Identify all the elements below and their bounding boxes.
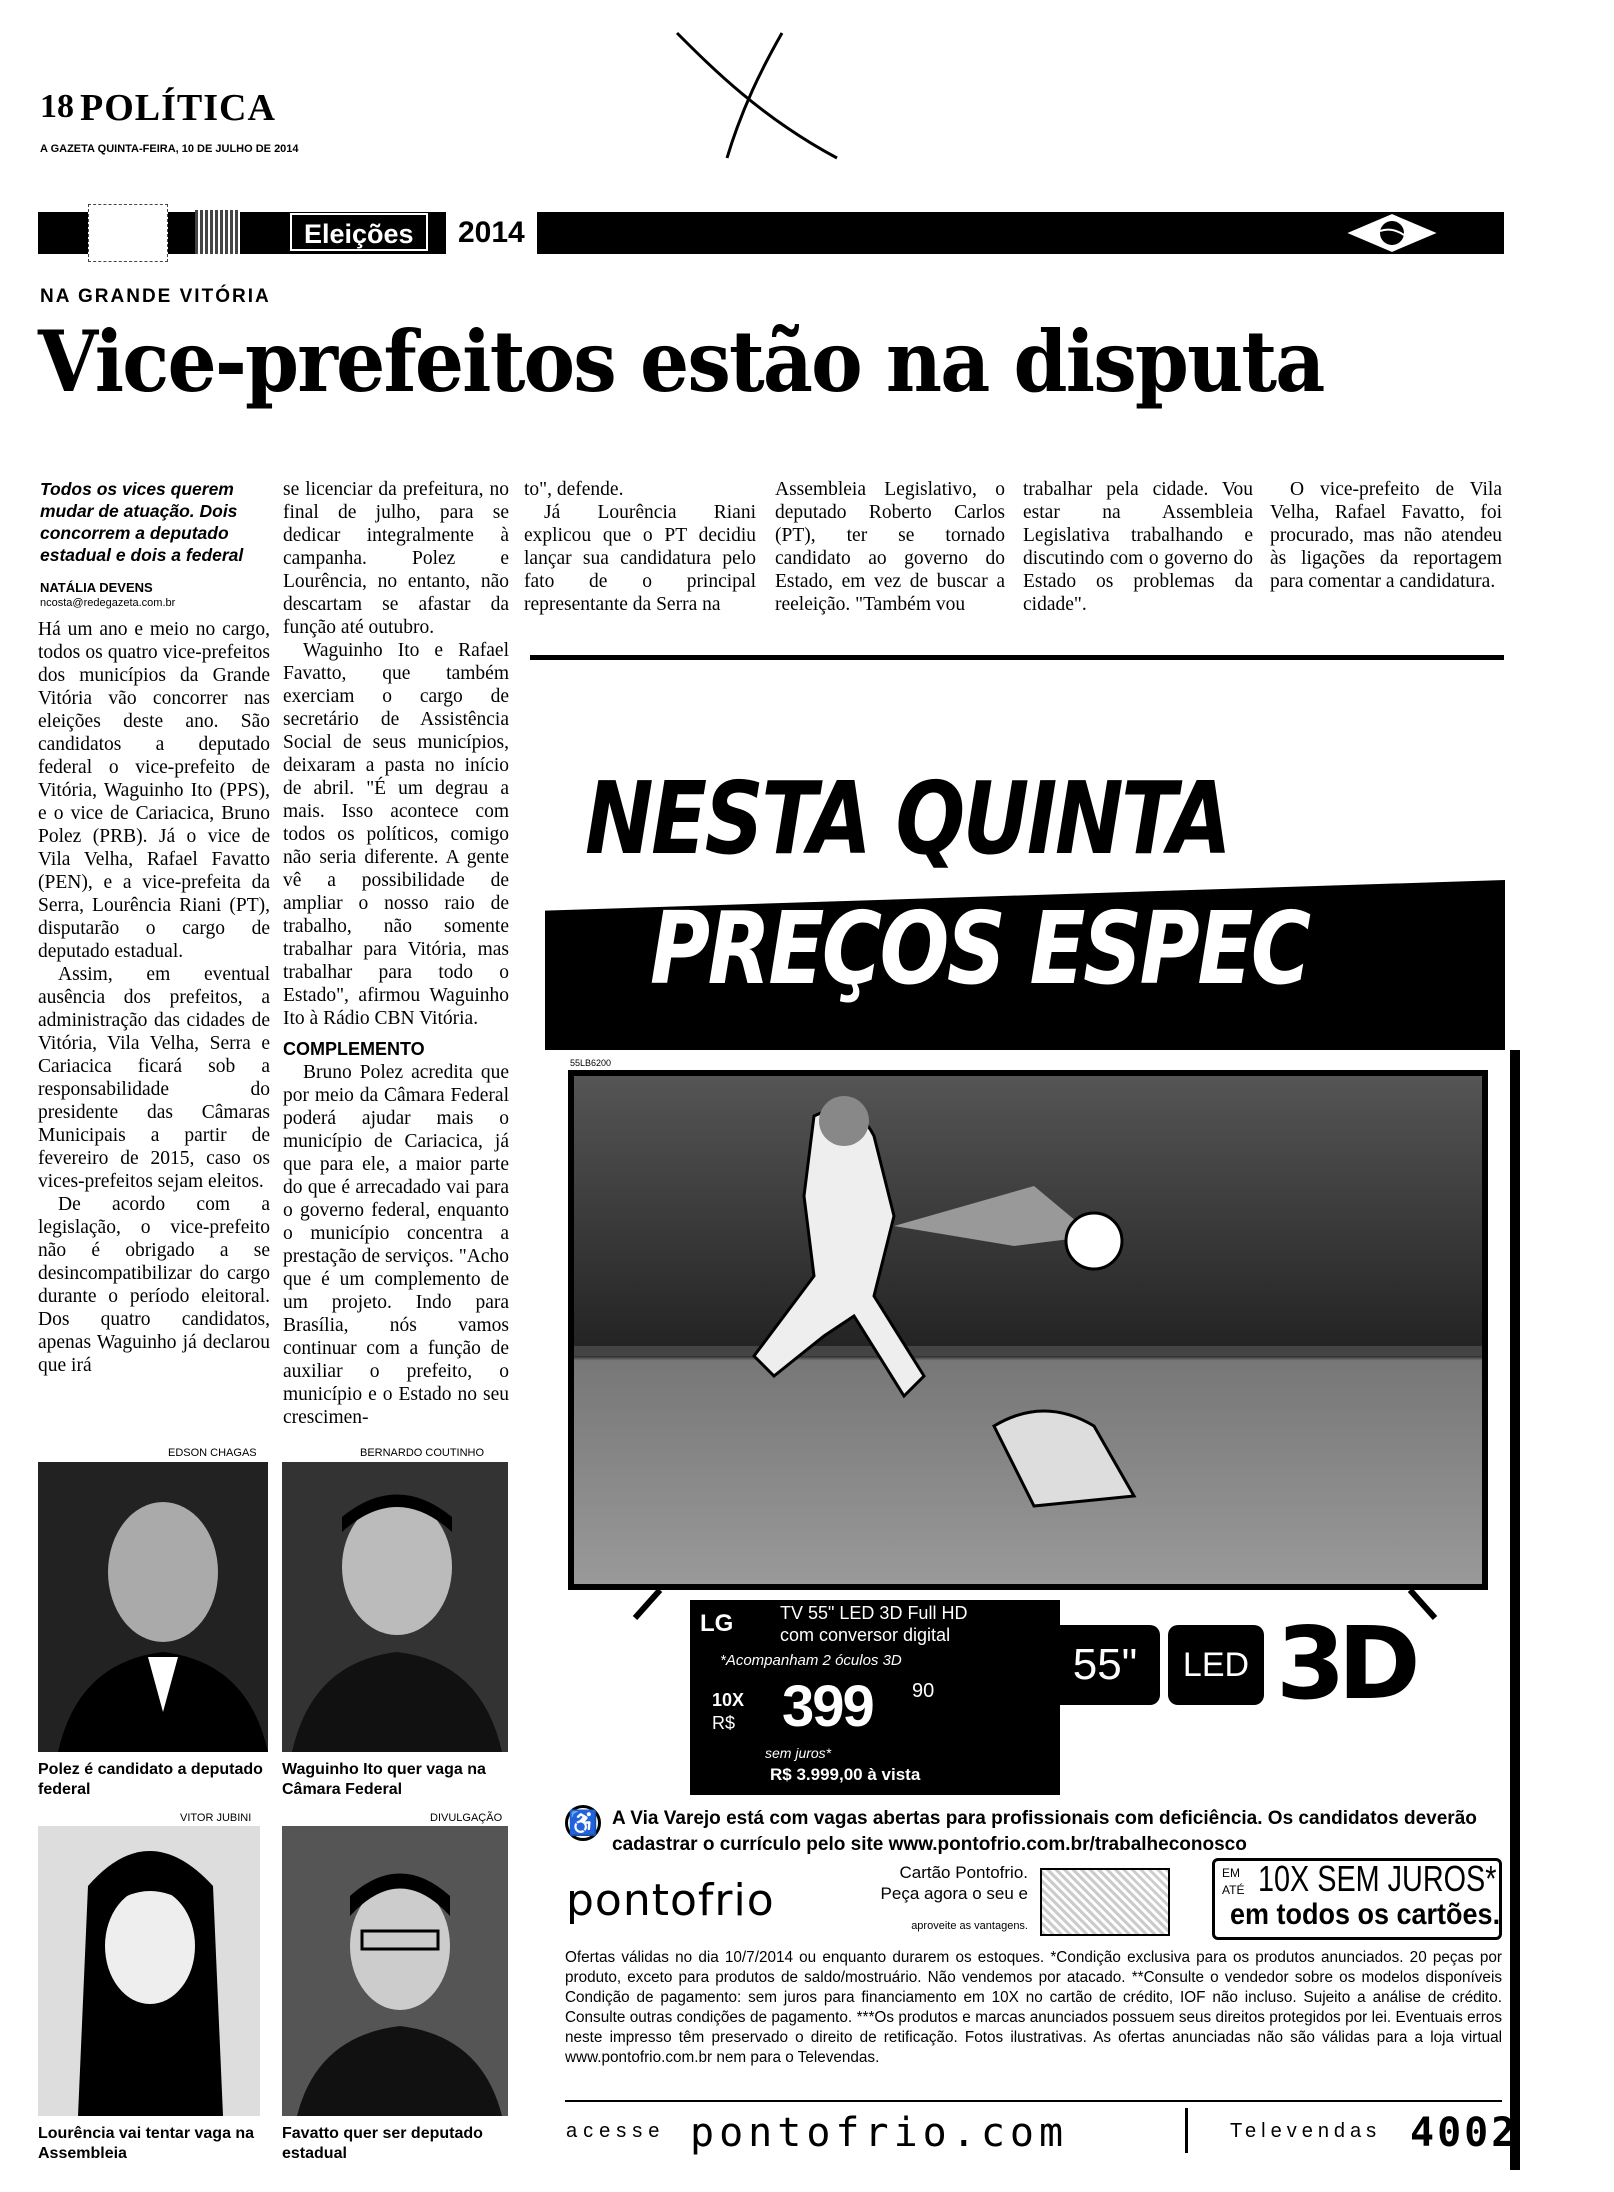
elections-label: Eleições [290, 213, 428, 251]
paragraph: O vice-prefeito de Vila Velha, Rafael Favatto, foi procurado, mas não atendeu às ligações da reportagem para comentar a candidatura. [1270, 479, 1502, 592]
installments-label: 10X [712, 1690, 745, 1710]
payment-ate: ATÉ [1222, 1883, 1245, 1897]
subhead: COMPLEMENTO [283, 1039, 425, 1059]
footer-access-label: acesse [566, 2120, 666, 2142]
paragraph: Assembleia Legislativo, o deputado Roberto Carlos (PT), ter se tornado candidato ao governo do Estado, em vez de buscar a reeleição. "Também vou [775, 479, 1005, 615]
photo-caption: Waguinho Ito quer vaga na Câmara Federal [282, 1761, 486, 1798]
handwritten-x-mark [672, 28, 842, 163]
article-kicker: NA GRANDE VITÓRIA [40, 286, 271, 307]
footer-separator [1185, 2108, 1188, 2153]
paragraph: Já Lourência Riani explicou que o PT decidiu lançar sua candidatura pelo fato de o principal representante da Serra na [524, 502, 756, 615]
paragraph: Bruno Polez acredita que por meio da Câmara Federal poderá ajudar mais o município de Cariacica, já que para ele, a maior parte do que é arrecadado vai para o governo federal, enquanto o município concentra a prestação de serviços. "Acho que é um complemento de um projeto. Indo para Brasília, nós vamos continuar com a função de auxiliar o prefeito, o município e o Estado no seu crescimen- [283, 1062, 509, 1428]
credit-card-image [1040, 1868, 1170, 1936]
footer-url: pontofrio.com [690, 2110, 1069, 2156]
adjacent-tv-edge [1510, 1050, 1520, 2170]
payment-all-cards: em todos os cartões. [1230, 1898, 1501, 1931]
ad-headline-line-1: NESTA QUINTA [585, 760, 1230, 877]
no-interest-label: sem juros* [765, 1745, 832, 1761]
card-offer-text: Cartão Pontofrio. Peça agora o seu e [880, 1863, 1028, 1903]
article-column-6 [1270, 478, 1502, 593]
section-title: POLÍTICA [80, 87, 276, 129]
photo-caption: Polez é candidato a deputado federal [38, 1761, 263, 1798]
currency-label: R$ [712, 1713, 736, 1733]
article-column-3 [524, 478, 756, 616]
tse-logo-box [88, 204, 168, 262]
payment-10x: 10X SEM JUROS* [1258, 1858, 1497, 1899]
tv-product-sub: com conversor digital [780, 1625, 951, 1645]
paragraph: Assim, em eventual ausência dos prefeitos, a administração das cidades de Vitória, Vila Velha, Serra e Cariacica ficará sob a responsabilidade do presidente das Câmaras Municipais a partir de fevereiro de 2015, caso os vices-prefeitos sejam eleitos. [38, 964, 270, 1192]
article-column-2 [283, 478, 509, 1429]
photo-lourencia [38, 1826, 260, 2116]
glasses-note: *Acompanham 2 óculos 3D [720, 1652, 902, 1669]
brazil-flag-icon [1342, 210, 1442, 256]
byline-author: NATÁLIA DEVENS [40, 580, 153, 595]
photo-credit: BERNARDO COUTINHO [360, 1447, 485, 1459]
ad-headline-line-2: PREÇOS ESPEC [650, 890, 1309, 1007]
badge-led: LED [1168, 1625, 1264, 1705]
paragraph: trabalhar pela cidade. Vou estar na Assembleia Legislativa trabalhando e discutindo com o governo do Estado os problemas da cidade". [1023, 479, 1253, 615]
elections-year: 2014 [446, 212, 537, 254]
byline-email: ncosta@redegazeta.com.br [40, 597, 176, 609]
page-number: 18 [40, 88, 74, 125]
elections-bar [38, 212, 1504, 254]
footer-televendas-label: Televendas [1230, 2120, 1382, 2142]
paragraph: to", defende. [524, 479, 624, 500]
badge-3d: 3D [1276, 1605, 1413, 1722]
ad-footer-divider [565, 2100, 1502, 2102]
tv-product-name: TV 55" LED 3D Full HD [780, 1603, 968, 1623]
logo-stripes [195, 210, 240, 254]
article-column-1 [38, 618, 270, 1377]
photo-waguinho [282, 1462, 508, 1752]
installment-cents: 90 [912, 1680, 935, 1702]
article-summary: Todos os vices querem mudar de atuação. Dois concorrem a deputado estadual e dois a federal [40, 479, 244, 565]
paragraph: De acordo com a legislação, o vice-prefeito não é obrigado a se desincompatibilizar do cargo durante o período eleitoral. Dos quatro candidatos, apenas Waguinho já declarou que irá [38, 1194, 270, 1376]
paragraph: Há um ano e meio no cargo, todos os quatro vice-prefeitos dos municípios da Grande Vitória vão concorrer nas eleições deste ano. São candidatos a deputado federal o vice-prefeito de Vitória, Waguinho Ito (PPS), e o vice de Cariacica, Bruno Polez (PRB). Já o vice de Vila Velha, Rafael Favatto (PEN), e a vice-prefeita da Serra, Lourência Riani (PT), disputarão o cargo de deputado estadual. [38, 619, 270, 962]
photo-polez [38, 1462, 268, 1752]
article-column-4 [775, 478, 1005, 616]
header-date: A GAZETA QUINTA-FEIRA, 10 DE JULHO DE 2014 [40, 143, 299, 155]
tv-screen-image [568, 1070, 1488, 1590]
card-offer-small: aproveite as vantagens. [911, 1920, 1028, 1932]
cash-price: R$ 3.999,00 à vista [770, 1765, 921, 1784]
paragraph: se licenciar da prefeitura, no final de julho, para se dedicar integralmente à campanha. Polez e Lourência, no entanto, não descartam se afastar da função até outubro. [283, 479, 509, 638]
paragraph: Waguinho Ito e Rafael Favatto, que também exerciam o cargo de secretário de Assistência Social de seus municípios, deixaram a pasta no início de abril. "É um degrau a mais. Isso acontece com todos os políticos, comigo não seria diferente. A gente vê a possibilidade de ampliar o nosso raio de trabalho, não somente trabalhar para Vitória, mas trabalhar para todo o Estado", afirmou Waguinho Ito à Rádio CBN Vitória. [283, 640, 509, 1029]
photo-credit: DIVULGAÇÃO [430, 1812, 503, 1824]
accessibility-icon: ♿ [565, 1805, 601, 1841]
photo-caption: Favatto quer ser deputado estadual [282, 2125, 483, 2162]
article-column-5 [1023, 478, 1253, 616]
photo-credit: EDSON CHAGAS [168, 1447, 257, 1459]
footer-phone-number: 4002 [1410, 2110, 1519, 2156]
photo-favatto [282, 1826, 508, 2116]
article-headline: Vice-prefeitos estão na disputa [38, 312, 1324, 411]
badge-screen-size: 55" [1050, 1625, 1160, 1705]
jobs-notice: A Via Varejo está com vagas abertas para profissionais com deficiência. Os candidatos deverão cadastrar o currículo pelo site www.pontofrio.com.br/trabalheconosco [612, 1808, 1477, 1855]
tv-model-code: 55LB6200 [570, 1058, 612, 1068]
pontofrio-logo: pontofrio [566, 1875, 775, 1926]
payment-em: EM [1222, 1866, 1240, 1880]
tv-stand-left [630, 1590, 670, 1620]
lg-logo: LG [700, 1610, 734, 1637]
installment-price: 399 [782, 1674, 873, 1739]
ad-disclaimer: Ofertas válidas no dia 10/7/2014 ou enquanto durarem os estoques. *Condição exclusiva para os produtos anunciados. 20 peças por produto, exceto para produtos de saldo/mostruário. Não vendemos por atacado. **Consulte o vendedor sobre os modelos disponíveis Condição de pagamento: sem juros para financiamento em 10X no cartão de crédito, IOF não incluso. Sujeito a análise de crédito. Consulte outras condições de pagamento. ***Os produtos e marcas anunciados possuem seus direitos protegidos por lei. Eventuais erros neste impresso têm preservado o direito de retificação. Fotos ilustrativas. As ofertas anunciadas não são válidas para a loja virtual www.pontofrio.com.br nem para o Televendas. [565, 1949, 1502, 2066]
photo-caption: Lourência vai tentar vaga na Assembleia [38, 2125, 255, 2162]
photo-credit: VITOR JUBINI [180, 1812, 252, 1824]
